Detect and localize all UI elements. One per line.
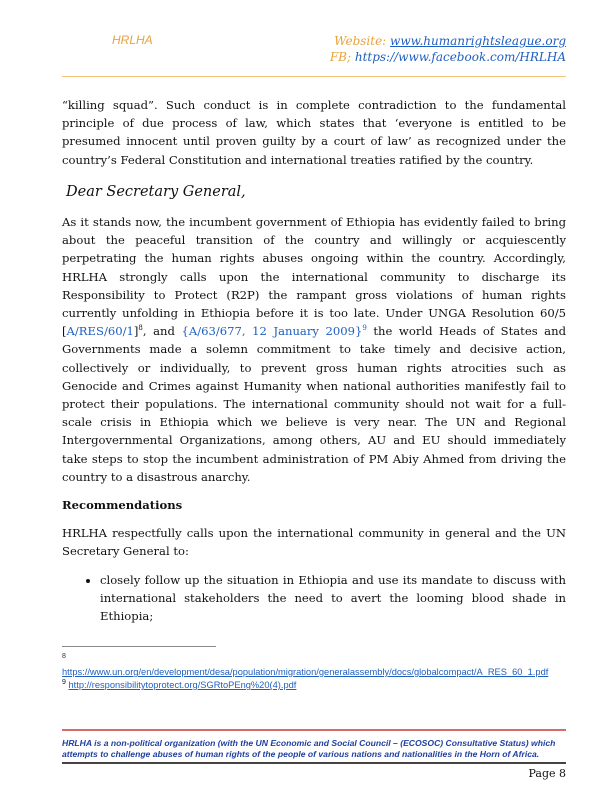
footnote-divider xyxy=(62,646,216,647)
footnote-number-8: 8 xyxy=(62,653,66,660)
footnote-marker-8[interactable]: 8 xyxy=(138,324,143,333)
fb-label: FB; xyxy=(329,50,352,64)
footer-statement: HRLHA is a non-political organization (with the UN Economic and Social Council – (ECOSOC) Consultative Status) which attempts to challenge abuses of human rights of the people of various nations and nationalities in the Horn of Africa. xyxy=(62,738,556,759)
paragraph-2 xyxy=(62,213,566,486)
footnote-link-9[interactable]: http://responsibilitytoprotect.org/SGRtoPEng%20(4).pdf xyxy=(68,680,297,690)
paragraph-1: “killing squad”. Such conduct is in complete contradiction to the fundamental principle of due process of law, which states that ‘everyone is entitled to be presumed innocent until proven guilty by a court of law’ as recognized under the country’s Federal Constitution and international treaties ratified by the country. xyxy=(62,98,566,167)
recommendations-list xyxy=(62,571,566,626)
website-link[interactable]: www.humanrightsleague.org xyxy=(390,34,566,48)
reference-bracket-close: ] xyxy=(133,324,139,339)
reference-link-a-res-60-1[interactable]: A/RES/60/1 xyxy=(66,324,134,339)
list-item: • closely follow up the situation in Ethiopia and use its mandate to discuss with international stakeholders the need to avert the looming blood shade in Ethiopia; xyxy=(100,571,566,626)
website-label: Website: xyxy=(334,34,387,48)
header-contact xyxy=(330,33,566,65)
footnote-link-8[interactable]: https://www.un.org/en/development/desa/population/migration/generalassembly/docs/globalcompact/A_RES_60_1.pdf xyxy=(62,667,549,677)
footer-divider-bottom xyxy=(62,762,566,764)
footnote-marker-9[interactable]: 9 xyxy=(362,324,367,333)
paragraph-2-text-b: the world Heads of States and Governments made a solemn commitment to take timely and decisive action, collectively or individually, to prevent gross human rights atrocities such as Genocide and Crimes against Humanity when national authorities manifestly fail to protect their populations. The international community should not wait for a full-scale crisis in Ethiopia which we believe is very near. The UN and Regional Intergovernmental Organizations, among others, AU and EU should immediately take steps to stop the incumbent administration of PM Abiy Ahmed from driving the country to a disastrous anarchy. xyxy=(62,324,566,484)
paragraph-2-and: , and xyxy=(142,324,182,339)
document-body xyxy=(62,96,566,625)
recommendations-heading: Recommendations xyxy=(62,498,183,513)
header-fb-line xyxy=(330,49,566,65)
header-website-line xyxy=(330,33,566,49)
salutation: Dear Secretary General, xyxy=(66,183,246,200)
fb-link[interactable]: https://www.facebook.com/HRLHA xyxy=(354,50,566,64)
header-org-name: HRLHA xyxy=(112,33,153,47)
footnote-number-9: 9 xyxy=(62,678,66,686)
footnotes xyxy=(62,650,566,692)
paragraph-2-text-a: As it stands now, the incumbent government of Ethiopia has evidently failed to bring about the peaceful transition of the country and willingly or acquiescently perpetrating the human rights abuses ongoing within the country. Accordingly, HRLHA strongly calls upon the international community to discharge its Responsibility to Protect (R2P) the rampant gross violations of human rights currently unfolding in Ethiopia before it is too late. Under UNGA Resolution 60/5 [ xyxy=(62,215,566,339)
header-divider xyxy=(62,76,566,77)
reference-link-a-63-677[interactable]: {A/63/677, 12 January 2009} xyxy=(181,324,363,339)
page-number: Page 8 xyxy=(528,767,566,780)
paragraph-3: HRLHA respectfully calls upon the international community in general and the UN Secretary General to: xyxy=(62,526,566,559)
footer-divider-top xyxy=(62,729,566,731)
